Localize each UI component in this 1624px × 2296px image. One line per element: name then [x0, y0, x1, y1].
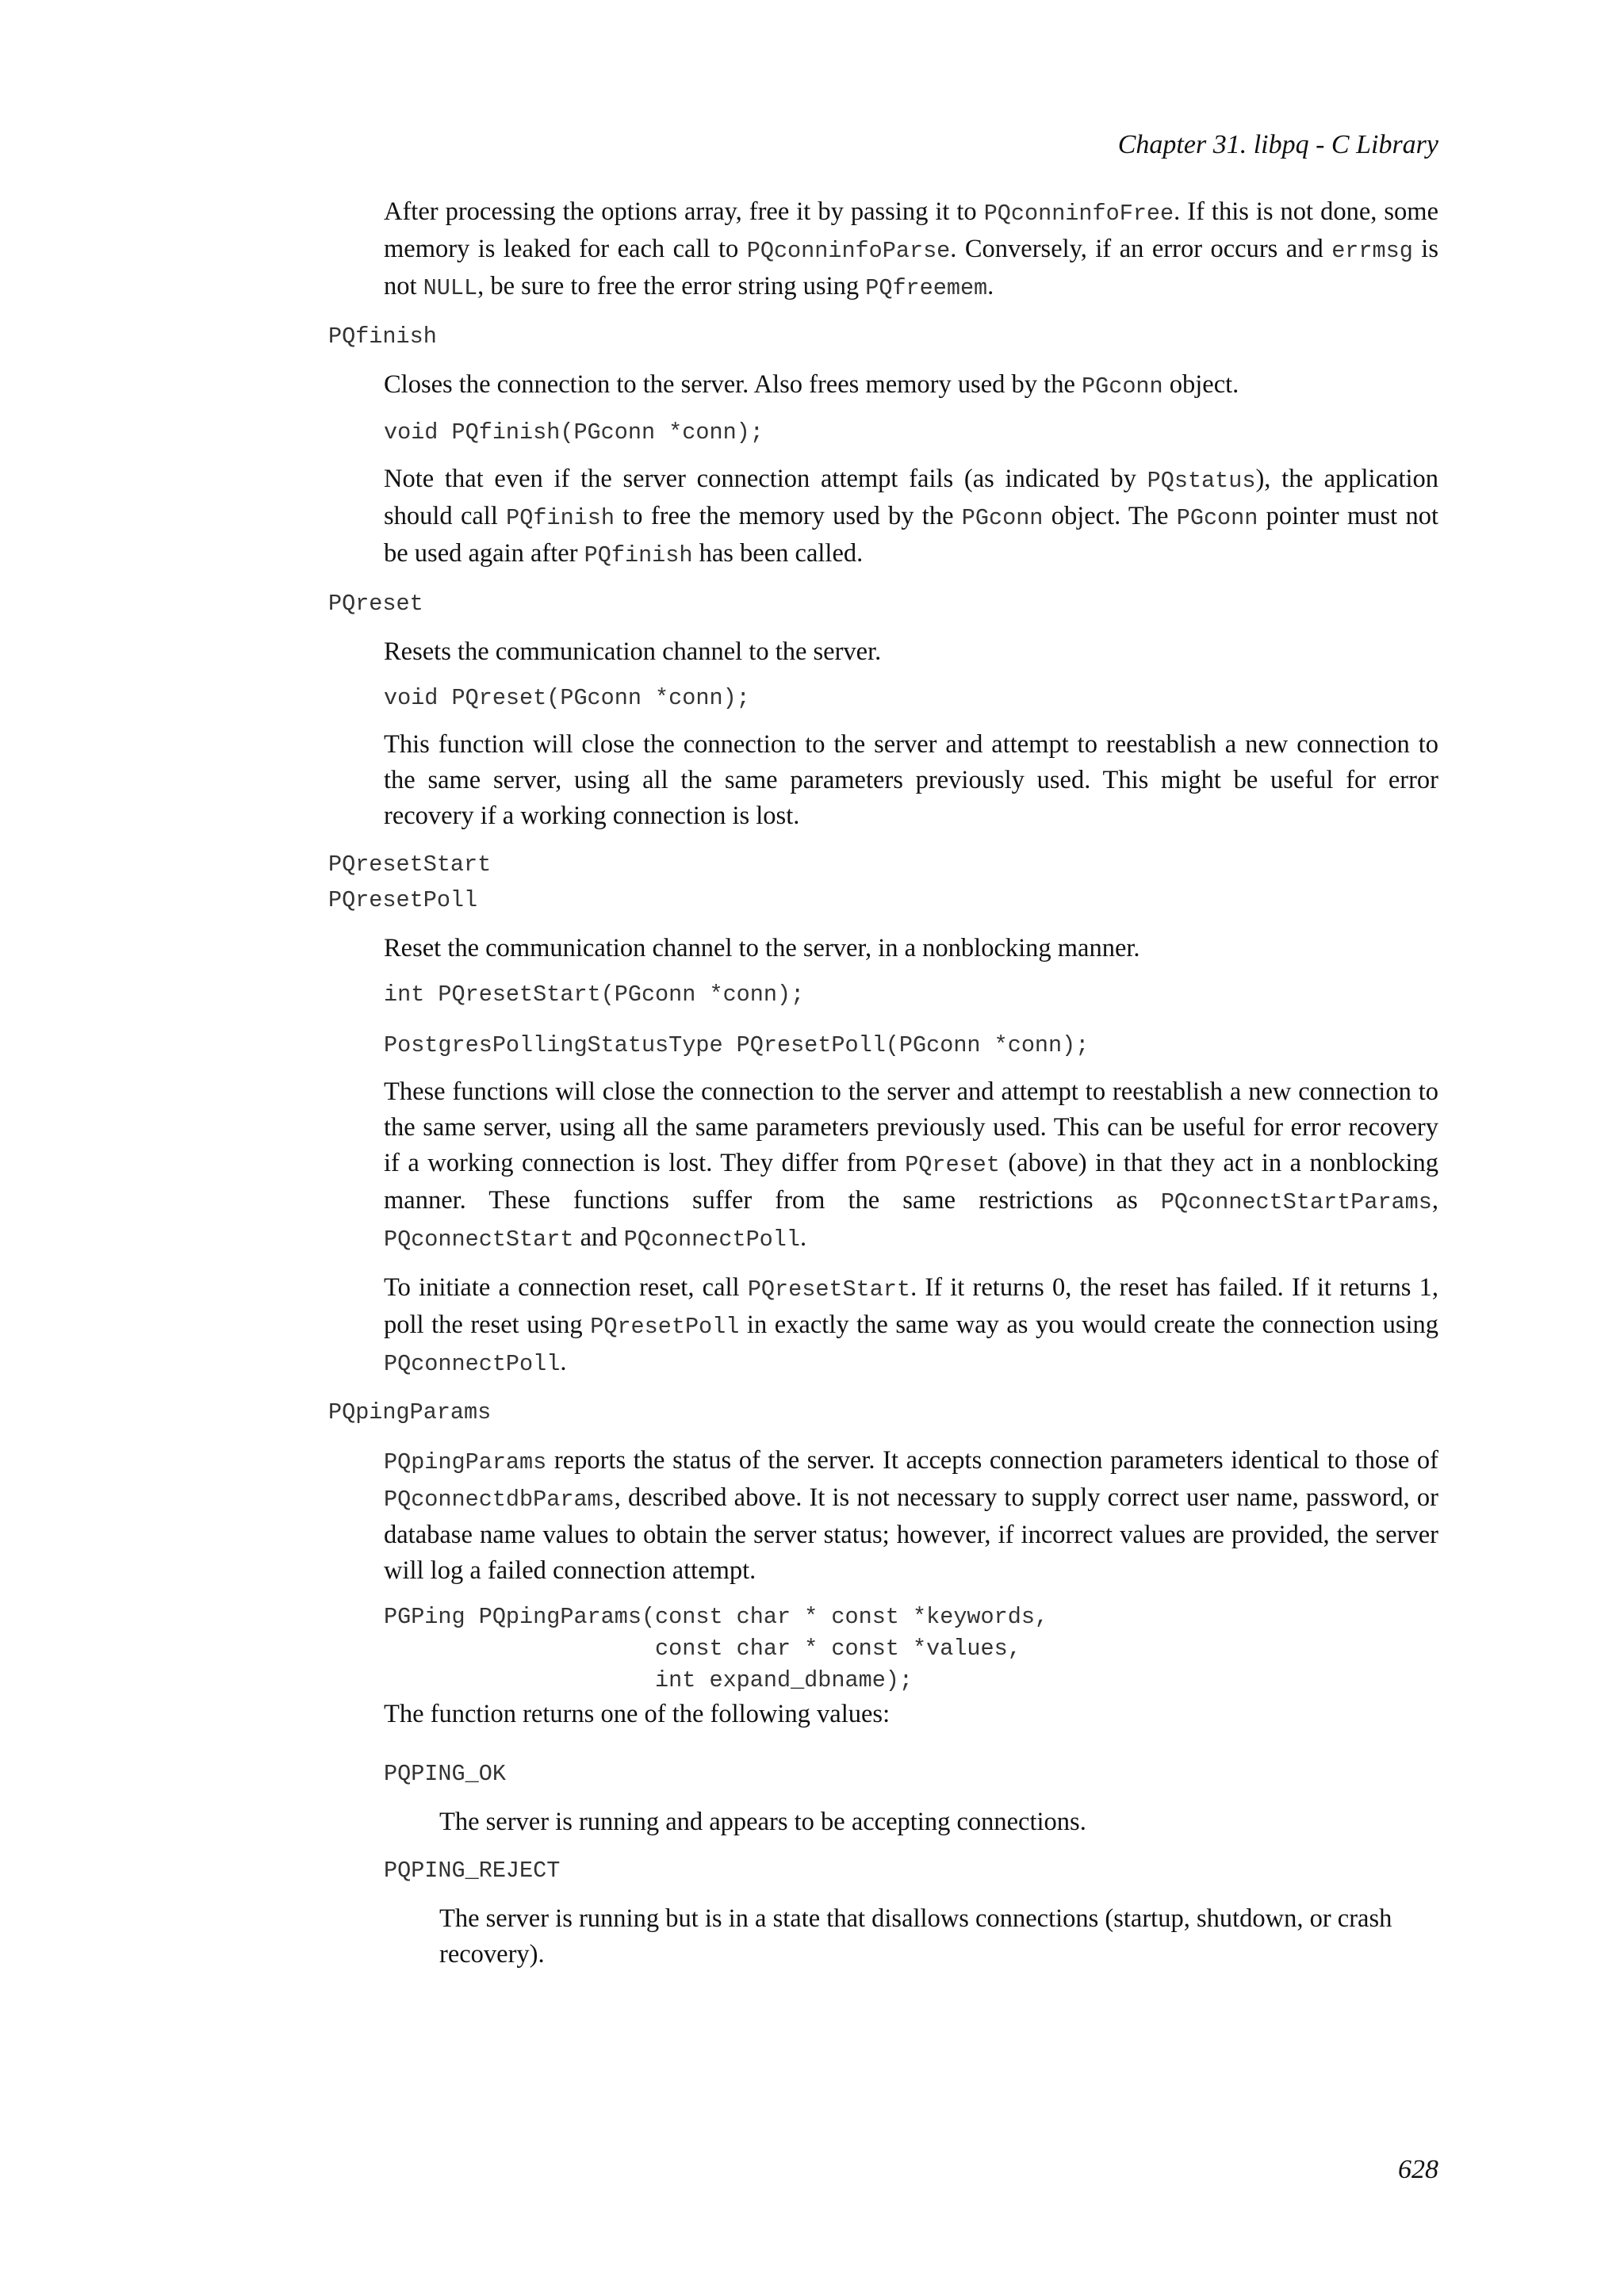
return-values-list — [384, 1756, 1438, 1973]
code-ref: PQconnectStartParams — [1160, 1189, 1432, 1215]
term-pqping-reject: PQPING_REJECT — [384, 1858, 561, 1884]
code-ref: PGconn — [961, 505, 1044, 531]
pqresetpoll-synopsis: PostgresPollingStatusType PQresetPoll(PGconn *conn); — [384, 1032, 1090, 1058]
code-ref: PGconn — [1176, 505, 1258, 531]
entry-pqreset — [328, 586, 1438, 622]
code-ref: PQstatus — [1147, 468, 1256, 494]
pqresetstart-synopsis: int PQresetStart(PGconn *conn); — [384, 982, 805, 1008]
term-pqping-ok: PQPING_OK — [384, 1761, 506, 1787]
pqpingparams-description: PQpingParams reports the status of the server. It accepts connection parameters identical to those of PQconnectdbParams, described above. It is not necessary to supply correct user name, password, or database name values to obtain the server status; however, if incorrect values are provided, the server will log a failed connection attempt. — [384, 1446, 1438, 1585]
pqpingparams-returns: The function returns one of the following values: — [384, 1700, 891, 1728]
code-ref: PQconnectPoll — [384, 1351, 561, 1377]
term-pqfinish: PQfinish — [328, 323, 437, 350]
code-ref: NULL — [423, 275, 478, 301]
page-content — [328, 194, 1438, 1985]
page-number: 628 — [1398, 2155, 1438, 2184]
code-ref: PQconnectStart — [384, 1226, 574, 1253]
pqfinish-synopsis: void PQfinish(PGconn *conn); — [384, 419, 764, 446]
code-ref: PGconn — [1082, 373, 1163, 400]
pqreset-synopsis: void PQreset(PGconn *conn); — [384, 685, 750, 711]
code-ref: PQresetPoll — [590, 1314, 740, 1340]
pqreset-note: This function will close the connection to the server and attempt to reestablish a new connection to the same server, using all the same parameters previously used. This might be useful for error recovery if a working connection is lost. — [384, 730, 1438, 830]
code-ref: PQreset — [905, 1152, 1000, 1178]
pqresetstart-description: Reset the communication channel to the server, in a nonblocking manner. — [384, 934, 1140, 962]
pqreset-description: Resets the communication channel to the server. — [384, 637, 882, 666]
running-header: Chapter 31. libpq - C Library — [1117, 130, 1438, 159]
pqpingparams-synopsis: PGPing PQpingParams(const char * const *keywords, const char * const *values, int expand_dbname); — [384, 1604, 1049, 1693]
term-pqresetpoll: PQresetPoll — [328, 887, 478, 913]
entry-pqfinish — [328, 319, 1438, 354]
intro-paragraph: After processing the options array, free it by passing it to PQconninfoFree. If this is not done, some memory is leaked for each call to PQconninfoParse. Conversely, if an error occurs and errmsg is not NULL, be sure to free the error string using PQfreemem. — [384, 197, 1438, 301]
code-ref: PQconnectdbParams — [384, 1487, 615, 1513]
term-pqresetstart: PQresetStart — [328, 851, 492, 878]
code-ref: errmsg — [1331, 238, 1413, 264]
term-pqpingparams: PQpingParams — [328, 1399, 492, 1425]
pqping-reject-description: The server is running but is in a state that disallows connections (startup, shutdown, or crash recovery). — [439, 1904, 1392, 1969]
pqping-ok-description: The server is running and appears to be accepting connections. — [439, 1808, 1086, 1836]
entry-pqresetstart — [328, 847, 1438, 918]
code-ref: PQfinish — [584, 542, 693, 568]
code-ref: PQconnectPoll — [623, 1226, 800, 1253]
code-ref: PQfreemem — [865, 275, 988, 301]
entry-pqpingparams — [328, 1395, 1438, 1430]
pqfinish-note: Note that even if the server connection attempt fails (as indicated by PQstatus), the application should call PQfinish to free the memory used by the PGconn object. The PGconn pointer must not be used again after PQfinish has been called. — [384, 465, 1438, 568]
code-ref: PQresetStart — [747, 1276, 911, 1303]
code-ref: PQconninfoParse — [746, 238, 951, 264]
term-pqreset: PQreset — [328, 591, 423, 617]
code-ref: PQpingParams — [384, 1449, 547, 1475]
pqresetstart-paragraph-1: These functions will close the connection to the server and attempt to reestablish a new connection to the same server, using all the same parameters previously used. This can be useful for error recovery if a working connection is lost. They differ from PQreset (above) in that they act in a nonblocking manner. These functions suffer from the same restrictions as PQconnectStartParams, PQconnectStart and PQconnectPoll. — [384, 1077, 1438, 1253]
pqresetstart-paragraph-2: To initiate a connection reset, call PQresetStart. If it returns 0, the reset has failed. If it returns 1, poll the reset using PQresetPoll in exactly the same way as you would create the connection using PQconnectPoll. — [384, 1273, 1439, 1377]
code-ref: PQfinish — [506, 505, 615, 531]
pqfinish-description: Closes the connection to the server. Also frees memory used by the PGconn object. — [384, 370, 1239, 400]
code-ref: PQconninfoFree — [983, 201, 1174, 227]
